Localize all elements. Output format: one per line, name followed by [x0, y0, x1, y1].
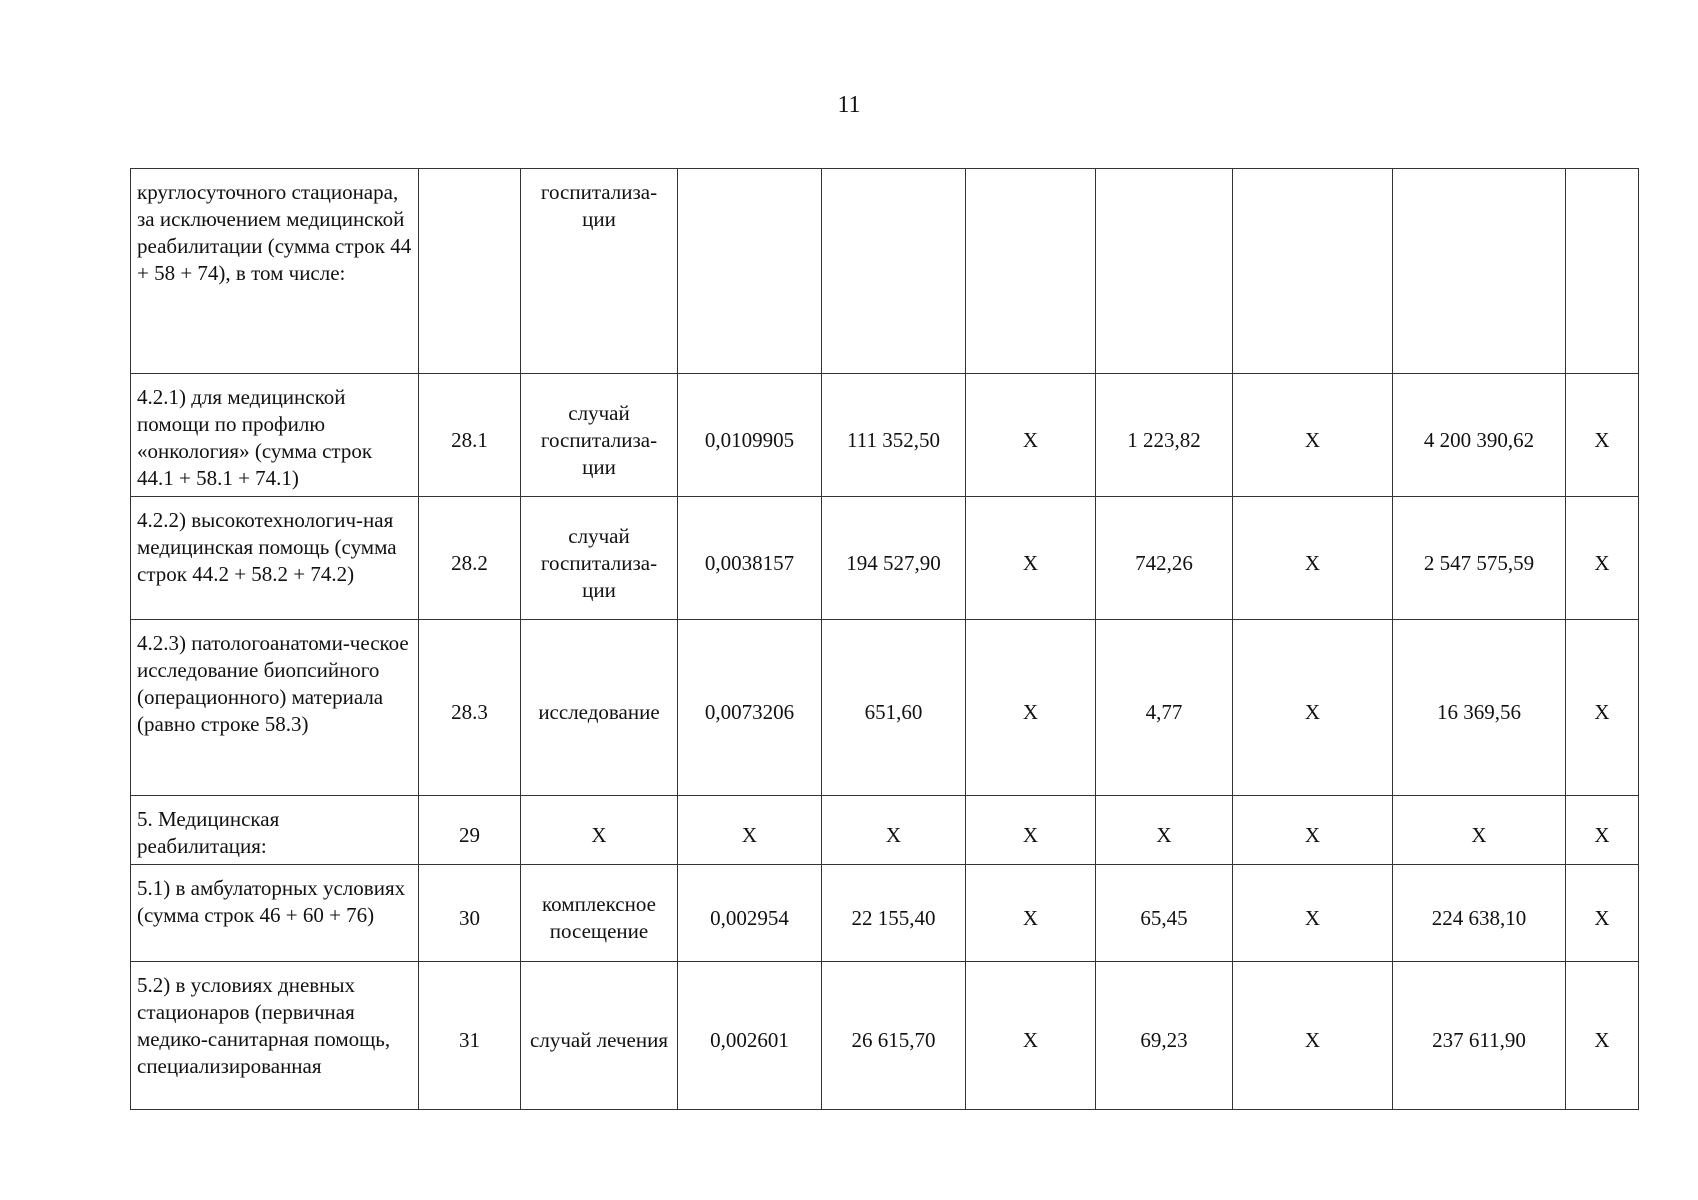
col7-value: 65,45 — [1096, 865, 1233, 962]
col6-value: X — [966, 796, 1096, 865]
col7-value: 69,23 — [1096, 962, 1233, 1110]
row-number: 30 — [419, 865, 521, 962]
row-description: 4.2.1) для медицинской помощи по профилю «онкология» (сумма строк 44.1 + 58.1 + 74.1) — [131, 374, 419, 497]
col9-value — [1393, 169, 1566, 374]
norm-value — [678, 169, 822, 374]
norm-value: 0,002601 — [678, 962, 822, 1110]
col9-value: 16 369,56 — [1393, 620, 1566, 796]
row-number: 31 — [419, 962, 521, 1110]
norm-value: X — [678, 796, 822, 865]
row-number: 28.2 — [419, 497, 521, 620]
row-number: 28.3 — [419, 620, 521, 796]
row-description: 4.2.3) патологоанатоми-ческое исследование биопсийного (операционного) материала (равно строке 58.3) — [131, 620, 419, 796]
col8-value: X — [1233, 374, 1393, 497]
col10-value: X — [1566, 962, 1639, 1110]
unit-of-measure: случай госпитализа-ции — [521, 374, 678, 497]
col10-value: X — [1566, 865, 1639, 962]
data-table — [130, 168, 1639, 1110]
page-number: 11 — [837, 92, 861, 118]
col6-value: X — [966, 865, 1096, 962]
row-number — [419, 169, 521, 374]
col8-value: X — [1233, 962, 1393, 1110]
cost-value: 22 155,40 — [822, 865, 966, 962]
norm-value: 0,0038157 — [678, 497, 822, 620]
col10-value: X — [1566, 497, 1639, 620]
table-row — [131, 962, 1639, 1110]
cost-value: 111 352,50 — [822, 374, 966, 497]
col8-value — [1233, 169, 1393, 374]
col6-value: X — [966, 374, 1096, 497]
col9-value: 224 638,10 — [1393, 865, 1566, 962]
table-row — [131, 796, 1639, 865]
table-row — [131, 620, 1639, 796]
unit-of-measure: исследование — [521, 620, 678, 796]
row-number: 29 — [419, 796, 521, 865]
norm-value: 0,0073206 — [678, 620, 822, 796]
unit-of-measure: случай госпитализа-ции — [521, 497, 678, 620]
cost-value: 26 615,70 — [822, 962, 966, 1110]
cost-value: 651,60 — [822, 620, 966, 796]
cost-value: X — [822, 796, 966, 865]
unit-of-measure: X — [521, 796, 678, 865]
row-description: 5.1) в амбулаторных условиях (сумма строк 46 + 60 + 76) — [131, 865, 419, 962]
row-description: 5.2) в условиях дневных стационаров (первичная медико-санитарная помощь, специализированная — [131, 962, 419, 1110]
row-description: 4.2.2) высокотехнологич-ная медицинская помощь (сумма строк 44.2 + 58.2 + 74.2) — [131, 497, 419, 620]
cost-value — [822, 169, 966, 374]
unit-of-measure: комплексное посещение — [521, 865, 678, 962]
col10-value: X — [1566, 796, 1639, 865]
col6-value — [966, 169, 1096, 374]
col7-value — [1096, 169, 1233, 374]
norm-value: 0,002954 — [678, 865, 822, 962]
col10-value: X — [1566, 374, 1639, 497]
norm-value: 0,0109905 — [678, 374, 822, 497]
col8-value: X — [1233, 620, 1393, 796]
unit-of-measure: случай лечения — [521, 962, 678, 1110]
table-row — [131, 497, 1639, 620]
col6-value: X — [966, 620, 1096, 796]
unit-of-measure: госпитализа-ции — [521, 169, 678, 374]
row-number: 28.1 — [419, 374, 521, 497]
col9-value: 4 200 390,62 — [1393, 374, 1566, 497]
col9-value: 237 611,90 — [1393, 962, 1566, 1110]
table-row — [131, 169, 1639, 374]
col10-value — [1566, 169, 1639, 374]
col10-value: X — [1566, 620, 1639, 796]
col6-value: X — [966, 497, 1096, 620]
col8-value: X — [1233, 497, 1393, 620]
table-row — [131, 374, 1639, 497]
table-row — [131, 865, 1639, 962]
col6-value: X — [966, 962, 1096, 1110]
col9-value: 2 547 575,59 — [1393, 497, 1566, 620]
row-description: круглосуточного стационара, за исключением медицинской реабилитации (сумма строк 44 + 58 + 74), в том числе: — [131, 169, 419, 374]
col7-value: 1 223,82 — [1096, 374, 1233, 497]
cost-value: 194 527,90 — [822, 497, 966, 620]
row-description: 5. Медицинская реабилитация: — [131, 796, 419, 865]
col8-value: X — [1233, 796, 1393, 865]
col7-value: 4,77 — [1096, 620, 1233, 796]
col7-value: 742,26 — [1096, 497, 1233, 620]
col7-value: X — [1096, 796, 1233, 865]
col8-value: X — [1233, 865, 1393, 962]
col9-value: X — [1393, 796, 1566, 865]
